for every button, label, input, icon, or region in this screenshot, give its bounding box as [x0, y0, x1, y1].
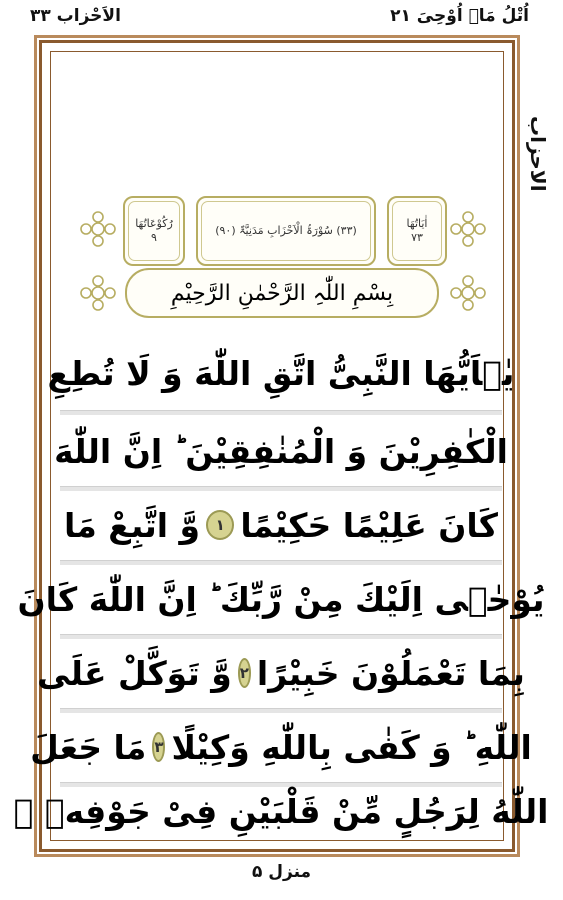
verse-text: اللّٰهُ لِرَجُلٍ مِّنْ قَلْبَیْنِ فِیْ جَوْفِهٖ ۚ [13, 791, 549, 831]
rosette-ornament-icon [448, 209, 488, 249]
verse-text: الْكٰفِرِیْنَ وَ الْمُنٰفِقِیْنَ ؕ اِنَّ اللّٰهَ [54, 431, 508, 471]
ayah-number-marker: ۲ [238, 658, 251, 688]
verse-text: اللّٰهِ ؕ وَ كَفٰى بِاللّٰهِ وَكِیْلًا [171, 727, 532, 767]
juz-header: اُتْلُ مَاۤ اُوْحِیَ ۲۱ [390, 6, 529, 26]
verse-line-1 [47, 342, 515, 404]
verse-line-7 [13, 780, 549, 842]
side-surah-label: الاحزاب [526, 116, 550, 192]
bismillah: بِسْمِ اللّٰہِ الرَّحْمٰنِ الرَّحِیْمِ [125, 268, 439, 318]
verse-line-6 [30, 716, 532, 778]
verse-text: مَا جَعَلَ [30, 727, 147, 767]
rosette-ornament-icon [78, 209, 118, 249]
ayah-number-marker: ۳ [152, 732, 165, 762]
line-divider [60, 410, 502, 415]
verse-text: بِمَا تَعْمَلُوْنَ خَبِیْرًا [256, 653, 525, 693]
verse-text: یُوْحٰۤى اِلَیْكَ مِنْ رَّبِّكَ ؕ اِنَّ اللّٰهَ كَانَ [17, 579, 545, 619]
verse-line-2 [54, 420, 508, 482]
verse-line-3 [64, 494, 498, 556]
verse-line-5 [37, 642, 525, 704]
surah-title-cartouche [196, 196, 376, 266]
verse-text: یٰۤاَیُّهَا النَّبِیُّ اتَّقِ اللّٰهَ وَ لَا تُطِعِ [47, 353, 515, 393]
ayat-label: اٰیَاتُھَا [406, 217, 428, 231]
line-divider [60, 560, 502, 565]
ruku-count: ۹ [151, 231, 157, 244]
verse-text: وَّ تَوَكَّلْ عَلَى [37, 653, 232, 693]
manzil-footer: منزل ۵ [251, 862, 312, 882]
ruku-label: رُکُوْعَاتُھَا [135, 217, 173, 231]
line-divider [60, 634, 502, 639]
surah-header: الاَحْزاب ۳۳ [30, 6, 121, 26]
surah-title: (۳۳) سُوْرَۃُ الْاَحْزَابِ مَدَنِیَّۃٌ (۹۰) [215, 224, 357, 238]
line-divider [60, 486, 502, 491]
ayah-number-marker: ۱ [206, 510, 234, 540]
rosette-ornament-icon [78, 273, 118, 313]
ayat-count-cartouche [387, 196, 447, 266]
rosette-ornament-icon [448, 273, 488, 313]
verse-text: وَّ اتَّبِعْ مَا [64, 505, 201, 545]
ruku-count-cartouche [123, 196, 185, 266]
line-divider [60, 708, 502, 713]
ayat-count: ۷۳ [411, 231, 423, 244]
verse-text: كَانَ عَلِیْمًا حَكِیْمًا [240, 505, 498, 545]
verse-line-4 [17, 568, 545, 630]
